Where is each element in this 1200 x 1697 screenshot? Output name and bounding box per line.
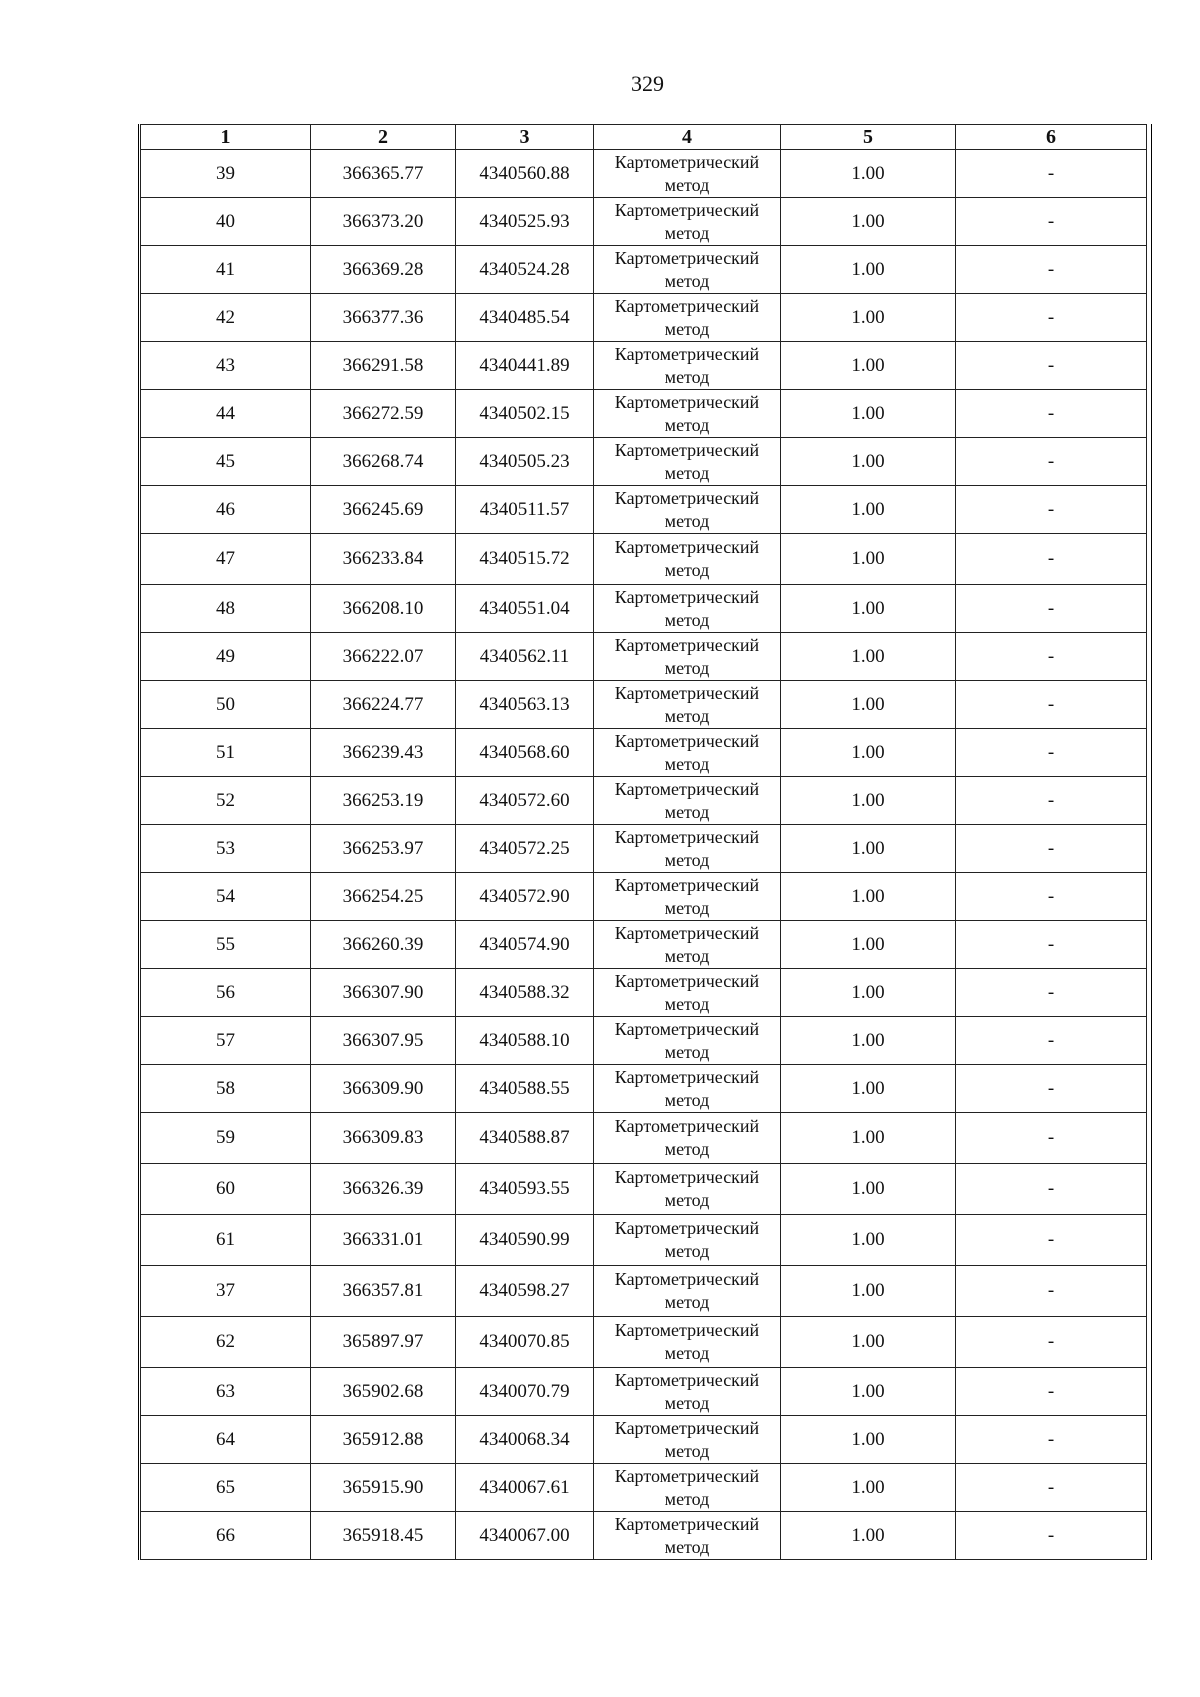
y-coordinate-cell: 4340502.15 [456,390,594,438]
note-cell: - [956,438,1147,486]
x-coordinate-cell: 366357.81 [311,1266,456,1317]
note-cell: - [956,1464,1147,1512]
y-coordinate-cell: 4340588.32 [456,969,594,1017]
accuracy-cell: 1.00 [781,486,956,534]
table-row [141,1416,1147,1464]
method-cell: Картометрический метод [594,534,781,585]
point-number-cell: 46 [141,486,311,534]
point-number-cell: 56 [141,969,311,1017]
accuracy-cell: 1.00 [781,921,956,969]
accuracy-cell: 1.00 [781,777,956,825]
x-coordinate-cell: 366239.43 [311,729,456,777]
table-row [141,342,1147,390]
x-coordinate-cell: 366254.25 [311,873,456,921]
accuracy-cell: 1.00 [781,1317,956,1368]
table-row [141,585,1147,633]
method-cell: Картометрический метод [594,681,781,729]
note-cell: - [956,1215,1147,1266]
note-cell: - [956,1164,1147,1215]
y-coordinate-cell: 4340441.89 [456,342,594,390]
table-row [141,777,1147,825]
point-number-cell: 61 [141,1215,311,1266]
method-cell: Картометрический метод [594,342,781,390]
x-coordinate-cell: 366260.39 [311,921,456,969]
method-cell: Картометрический метод [594,825,781,873]
method-cell: Картометрический метод [594,198,781,246]
x-coordinate-cell: 365915.90 [311,1464,456,1512]
accuracy-cell: 1.00 [781,198,956,246]
note-cell: - [956,294,1147,342]
accuracy-cell: 1.00 [781,1164,956,1215]
note-cell: - [956,390,1147,438]
note-cell: - [956,729,1147,777]
accuracy-cell: 1.00 [781,534,956,585]
method-cell: Картометрический метод [594,1113,781,1164]
x-coordinate-cell: 365897.97 [311,1317,456,1368]
note-cell: - [956,585,1147,633]
y-coordinate-cell: 4340524.28 [456,246,594,294]
note-cell: - [956,1512,1147,1560]
table-row [141,1464,1147,1512]
point-number-cell: 57 [141,1017,311,1065]
accuracy-cell: 1.00 [781,1464,956,1512]
note-cell: - [956,1017,1147,1065]
method-cell: Картометрический метод [594,246,781,294]
x-coordinate-cell: 365918.45 [311,1512,456,1560]
method-cell: Картометрический метод [594,390,781,438]
y-coordinate-cell: 4340525.93 [456,198,594,246]
note-cell: - [956,873,1147,921]
x-coordinate-cell: 366307.90 [311,969,456,1017]
accuracy-cell: 1.00 [781,873,956,921]
table-row [141,633,1147,681]
table-row [141,681,1147,729]
method-cell: Картометрический метод [594,1164,781,1215]
method-cell: Картометрический метод [594,1512,781,1560]
point-number-cell: 59 [141,1113,311,1164]
table-row [141,969,1147,1017]
accuracy-cell: 1.00 [781,633,956,681]
x-coordinate-cell: 366377.36 [311,294,456,342]
accuracy-cell: 1.00 [781,681,956,729]
table-row [141,873,1147,921]
x-coordinate-cell: 365902.68 [311,1368,456,1416]
method-cell: Картометрический метод [594,1464,781,1512]
x-coordinate-cell: 366331.01 [311,1215,456,1266]
method-cell: Картометрический метод [594,969,781,1017]
method-cell: Картометрический метод [594,585,781,633]
table-row [141,825,1147,873]
y-coordinate-cell: 4340560.88 [456,150,594,198]
note-cell: - [956,969,1147,1017]
x-coordinate-cell: 366208.10 [311,585,456,633]
point-number-cell: 58 [141,1065,311,1113]
y-coordinate-cell: 4340574.90 [456,921,594,969]
point-number-cell: 37 [141,1266,311,1317]
accuracy-cell: 1.00 [781,1512,956,1560]
note-cell: - [956,1368,1147,1416]
coordinates-table-frame [138,124,1152,1560]
x-coordinate-cell: 366272.59 [311,390,456,438]
table-row [141,198,1147,246]
point-number-cell: 48 [141,585,311,633]
table-body [141,150,1147,1560]
accuracy-cell: 1.00 [781,729,956,777]
accuracy-cell: 1.00 [781,438,956,486]
coordinates-table [140,124,1147,1560]
table-row [141,1215,1147,1266]
y-coordinate-cell: 4340588.10 [456,1017,594,1065]
accuracy-cell: 1.00 [781,1266,956,1317]
y-coordinate-cell: 4340568.60 [456,729,594,777]
point-number-cell: 65 [141,1464,311,1512]
point-number-cell: 39 [141,150,311,198]
y-coordinate-cell: 4340562.11 [456,633,594,681]
point-number-cell: 41 [141,246,311,294]
point-number-cell: 49 [141,633,311,681]
y-coordinate-cell: 4340563.13 [456,681,594,729]
note-cell: - [956,777,1147,825]
method-cell: Картометрический метод [594,777,781,825]
column-header-1: 1 [141,125,311,150]
y-coordinate-cell: 4340070.85 [456,1317,594,1368]
point-number-cell: 53 [141,825,311,873]
point-number-cell: 62 [141,1317,311,1368]
x-coordinate-cell: 366268.74 [311,438,456,486]
method-cell: Картометрический метод [594,729,781,777]
y-coordinate-cell: 4340485.54 [456,294,594,342]
column-header-2: 2 [311,125,456,150]
y-coordinate-cell: 4340505.23 [456,438,594,486]
point-number-cell: 60 [141,1164,311,1215]
accuracy-cell: 1.00 [781,294,956,342]
y-coordinate-cell: 4340593.55 [456,1164,594,1215]
method-cell: Картометрический метод [594,1065,781,1113]
note-cell: - [956,150,1147,198]
y-coordinate-cell: 4340572.60 [456,777,594,825]
column-header-3: 3 [456,125,594,150]
point-number-cell: 66 [141,1512,311,1560]
note-cell: - [956,1065,1147,1113]
x-coordinate-cell: 366253.19 [311,777,456,825]
note-cell: - [956,486,1147,534]
note-cell: - [956,1266,1147,1317]
method-cell: Картометрический метод [594,1368,781,1416]
accuracy-cell: 1.00 [781,342,956,390]
point-number-cell: 54 [141,873,311,921]
note-cell: - [956,681,1147,729]
y-coordinate-cell: 4340572.25 [456,825,594,873]
y-coordinate-cell: 4340588.55 [456,1065,594,1113]
table-header-row [141,125,1147,150]
method-cell: Картометрический метод [594,921,781,969]
method-cell: Картометрический метод [594,150,781,198]
accuracy-cell: 1.00 [781,390,956,438]
table-row [141,1368,1147,1416]
accuracy-cell: 1.00 [781,1065,956,1113]
method-cell: Картометрический метод [594,1266,781,1317]
y-coordinate-cell: 4340590.99 [456,1215,594,1266]
accuracy-cell: 1.00 [781,1416,956,1464]
table-row [141,1113,1147,1164]
method-cell: Картометрический метод [594,1215,781,1266]
y-coordinate-cell: 4340598.27 [456,1266,594,1317]
y-coordinate-cell: 4340067.00 [456,1512,594,1560]
column-header-4: 4 [594,125,781,150]
point-number-cell: 63 [141,1368,311,1416]
point-number-cell: 50 [141,681,311,729]
table-row [141,486,1147,534]
y-coordinate-cell: 4340511.57 [456,486,594,534]
method-cell: Картометрический метод [594,294,781,342]
x-coordinate-cell: 366309.83 [311,1113,456,1164]
accuracy-cell: 1.00 [781,825,956,873]
note-cell: - [956,246,1147,294]
accuracy-cell: 1.00 [781,1368,956,1416]
x-coordinate-cell: 366253.97 [311,825,456,873]
point-number-cell: 64 [141,1416,311,1464]
table-row [141,921,1147,969]
point-number-cell: 42 [141,294,311,342]
column-header-5: 5 [781,125,956,150]
note-cell: - [956,1317,1147,1368]
method-cell: Картометрический метод [594,873,781,921]
method-cell: Картометрический метод [594,1017,781,1065]
table-row [141,1164,1147,1215]
x-coordinate-cell: 366222.07 [311,633,456,681]
table-row [141,150,1147,198]
y-coordinate-cell: 4340588.87 [456,1113,594,1164]
x-coordinate-cell: 366245.69 [311,486,456,534]
table-row [141,729,1147,777]
note-cell: - [956,534,1147,585]
accuracy-cell: 1.00 [781,1113,956,1164]
method-cell: Картометрический метод [594,1317,781,1368]
accuracy-cell: 1.00 [781,1017,956,1065]
x-coordinate-cell: 366307.95 [311,1017,456,1065]
x-coordinate-cell: 366326.39 [311,1164,456,1215]
x-coordinate-cell: 366373.20 [311,198,456,246]
point-number-cell: 45 [141,438,311,486]
table-row [141,1266,1147,1317]
table-row [141,534,1147,585]
point-number-cell: 55 [141,921,311,969]
y-coordinate-cell: 4340551.04 [456,585,594,633]
x-coordinate-cell: 366369.28 [311,246,456,294]
table-row [141,1512,1147,1560]
page-number: 329 [631,71,664,96]
note-cell: - [956,825,1147,873]
table-row [141,294,1147,342]
accuracy-cell: 1.00 [781,246,956,294]
note-cell: - [956,198,1147,246]
x-coordinate-cell: 366291.58 [311,342,456,390]
note-cell: - [956,1113,1147,1164]
accuracy-cell: 1.00 [781,969,956,1017]
accuracy-cell: 1.00 [781,1215,956,1266]
accuracy-cell: 1.00 [781,150,956,198]
note-cell: - [956,921,1147,969]
x-coordinate-cell: 366233.84 [311,534,456,585]
table-row [141,1065,1147,1113]
method-cell: Картометрический метод [594,633,781,681]
y-coordinate-cell: 4340070.79 [456,1368,594,1416]
x-coordinate-cell: 366224.77 [311,681,456,729]
point-number-cell: 51 [141,729,311,777]
y-coordinate-cell: 4340067.61 [456,1464,594,1512]
y-coordinate-cell: 4340572.90 [456,873,594,921]
note-cell: - [956,633,1147,681]
table-row [141,390,1147,438]
accuracy-cell: 1.00 [781,585,956,633]
note-cell: - [956,342,1147,390]
x-coordinate-cell: 366309.90 [311,1065,456,1113]
point-number-cell: 52 [141,777,311,825]
method-cell: Картометрический метод [594,1416,781,1464]
x-coordinate-cell: 366365.77 [311,150,456,198]
table-row [141,1317,1147,1368]
method-cell: Картометрический метод [594,438,781,486]
note-cell: - [956,1416,1147,1464]
y-coordinate-cell: 4340068.34 [456,1416,594,1464]
method-cell: Картометрический метод [594,486,781,534]
y-coordinate-cell: 4340515.72 [456,534,594,585]
table-row [141,1017,1147,1065]
table-row [141,246,1147,294]
column-header-6: 6 [956,125,1147,150]
point-number-cell: 47 [141,534,311,585]
point-number-cell: 44 [141,390,311,438]
point-number-cell: 40 [141,198,311,246]
table-row [141,438,1147,486]
x-coordinate-cell: 365912.88 [311,1416,456,1464]
point-number-cell: 43 [141,342,311,390]
